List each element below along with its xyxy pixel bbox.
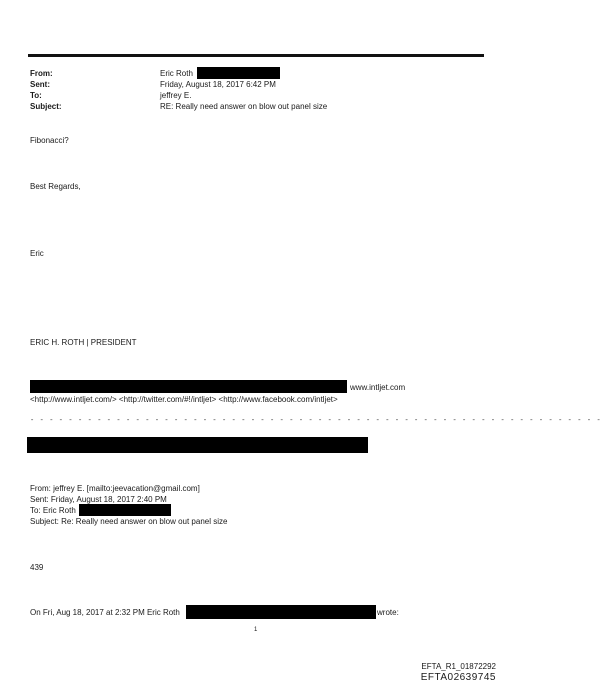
quoted-sent: Sent: Friday, August 18, 2017 2:40 PM bbox=[30, 495, 167, 504]
redaction-signature bbox=[30, 380, 347, 393]
top-rule bbox=[28, 54, 484, 57]
subject-value: RE: Really need answer on blow out panel size bbox=[160, 102, 328, 111]
redaction-on-wrote bbox=[186, 605, 376, 619]
sent-value: Friday, August 18, 2017 6:42 PM bbox=[160, 80, 276, 89]
quoted-body: 439 bbox=[30, 563, 44, 572]
sent-label: Sent: bbox=[30, 80, 50, 89]
footer-ref-2: EFTA02639745 bbox=[420, 672, 496, 683]
to-label: To: bbox=[30, 91, 42, 100]
website-text: www.intljet.com bbox=[350, 383, 406, 392]
quoted-to: To: Eric Roth bbox=[30, 506, 76, 515]
links-text: <http://www.intljet.com/> <http://twitter.com/#!/intljet> <http://www.facebook.com/intljet> bbox=[30, 395, 338, 404]
to-value: jeffrey E. bbox=[160, 91, 192, 100]
redaction-quoted-to bbox=[79, 504, 171, 516]
signature-title: ERIC H. ROTH | PRESIDENT bbox=[30, 338, 137, 347]
signature-name: Eric bbox=[30, 249, 44, 258]
on-wrote-suffix: wrote: bbox=[377, 608, 399, 617]
footer-ref-1: EFTA_R1_01872292 bbox=[421, 662, 496, 671]
from-label: From: bbox=[30, 69, 53, 78]
on-wrote-prefix: On Fri, Aug 18, 2017 at 2:32 PM Eric Roth bbox=[30, 608, 180, 617]
redaction-block bbox=[27, 437, 368, 453]
separator-line: - - - - - - - - - - - - - - - - - - - - - - - - - - - - - - - - - - - - - - - - - - - - - - - - - - - - - - - - - - - - bbox=[30, 417, 601, 425]
closing-text: Best Regards, bbox=[30, 182, 81, 191]
body-line: Fibonacci? bbox=[30, 136, 69, 145]
quoted-subject: Subject: Re: Really need answer on blow out panel size bbox=[30, 517, 228, 526]
from-value: Eric Roth bbox=[160, 69, 193, 78]
subject-label: Subject: bbox=[30, 102, 62, 111]
redaction-from bbox=[197, 67, 280, 79]
quoted-from: From: jeffrey E. [mailto:jeevacation@gmail.com] bbox=[30, 484, 200, 493]
page-number: 1 bbox=[254, 627, 258, 633]
